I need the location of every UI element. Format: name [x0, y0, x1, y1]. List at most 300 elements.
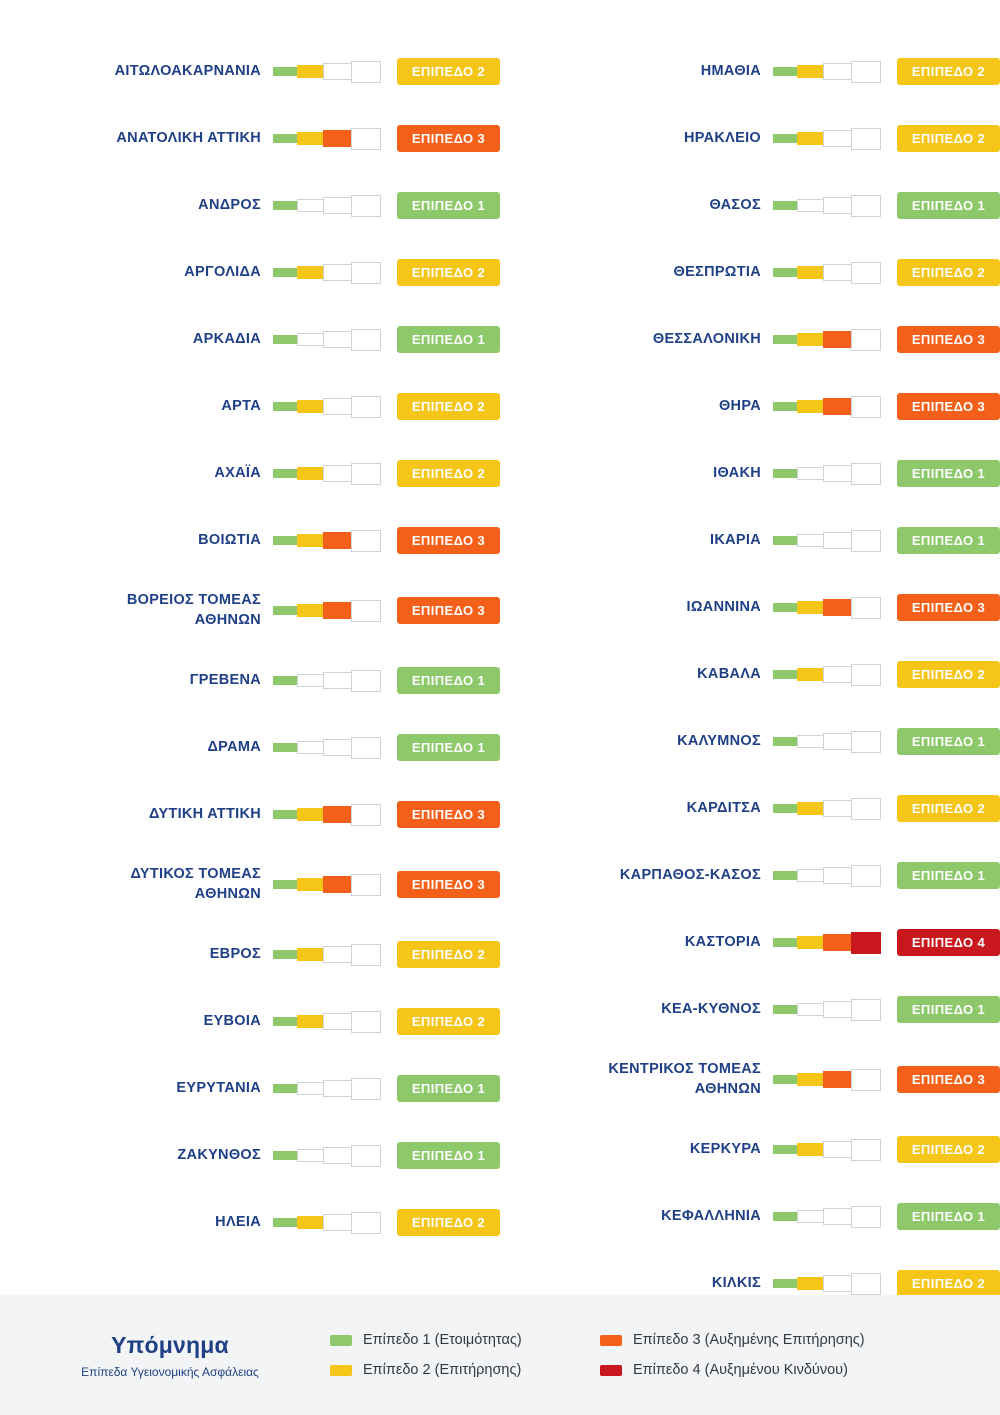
gauge-segment-2 [297, 948, 323, 961]
gauge-segment-3 [823, 130, 851, 147]
region-row [514, 641, 1000, 708]
region-name: ΕΥΡΥΤΑΝΙΑ [176, 1079, 261, 1096]
gauge-segment-2 [297, 604, 323, 617]
gauge-segment-2 [797, 266, 823, 279]
gauge-segment-2 [797, 65, 823, 78]
region-row [18, 239, 500, 306]
gauge-segment-1 [773, 737, 797, 746]
level-gauge [273, 193, 381, 219]
gauge-segment-4 [351, 1212, 381, 1234]
region-name: ΘΑΣΟΣ [709, 196, 761, 213]
legend-column-1 [330, 1325, 600, 1385]
level-gauge [273, 126, 381, 152]
region-name: ΗΡΑΚΛΕΙΟ [683, 129, 761, 146]
legend-item-level-4 [600, 1362, 930, 1378]
level-gauge [773, 59, 881, 85]
region-row [514, 1116, 1000, 1183]
gauge-segment-1 [273, 1017, 297, 1026]
level-gauge [773, 595, 881, 621]
level-gauge [773, 461, 881, 487]
level-gauge [273, 942, 381, 968]
gauge-segment-3 [823, 599, 851, 616]
region-name: ΑΡΓΟΛΙΔΑ [184, 263, 261, 280]
region-name: ΙΩΑΝΝΙΝΑ [686, 598, 761, 615]
region-row [18, 1122, 500, 1189]
gauge-segment-1 [273, 335, 297, 344]
region-name: ΓΡΕΒΕΝΑ [189, 671, 261, 688]
gauge-segment-4 [851, 664, 881, 686]
gauge-segment-3 [323, 197, 351, 214]
level-gauge [273, 1009, 381, 1035]
gauge-segment-2 [297, 333, 323, 346]
gauge-segment-2 [297, 199, 323, 212]
gauge-segment-3 [323, 602, 351, 619]
level-gauge [773, 1067, 881, 1093]
gauge-segment-4 [851, 1273, 881, 1295]
level-gauge [773, 729, 881, 755]
gauge-segment-3 [323, 331, 351, 348]
gauge-segment-3 [823, 800, 851, 817]
gauge-segment-4 [351, 600, 381, 622]
gauge-segment-3 [323, 946, 351, 963]
gauge-segment-1 [773, 871, 797, 880]
legend-item-level-1 [330, 1332, 600, 1348]
gauge-segment-2 [797, 333, 823, 346]
gauge-segment-1 [273, 1084, 297, 1093]
level-gauge [773, 930, 881, 956]
gauge-segment-1 [273, 134, 297, 143]
region-name: ΚΑΡΠΑΘΟΣ-ΚΑΣΟΣ [619, 866, 761, 883]
level-badge: ΕΠΙΠΕΔΟ 3 [397, 597, 500, 624]
level-gauge [773, 1271, 881, 1297]
region-name: ΙΚΑΡΙΑ [710, 531, 761, 548]
gauge-segment-1 [773, 1279, 797, 1288]
gauge-segment-4 [851, 1139, 881, 1161]
region-name: ΚΑΒΑΛΑ [697, 665, 761, 682]
gauge-segment-4 [851, 396, 881, 418]
gauge-segment-2 [297, 1082, 323, 1095]
gauge-segment-1 [773, 804, 797, 813]
level-gauge [273, 1143, 381, 1169]
region-row [514, 842, 1000, 909]
region-row [18, 921, 500, 988]
region-name: ΚΕΑ-ΚΥΘΝΟΣ [661, 1000, 761, 1017]
region-name: ΘΕΣΠΡΩΤΙΑ [673, 263, 761, 280]
gauge-segment-1 [773, 67, 797, 76]
region-name: ΘΕΣΣΑΛΟΝΙΚΗ [652, 330, 761, 347]
level-badge: ΕΠΙΠΕΔΟ 3 [397, 801, 500, 828]
gauge-segment-1 [773, 1075, 797, 1084]
level-gauge [773, 327, 881, 353]
level-badge: ΕΠΙΠΕΔΟ 2 [897, 1136, 1000, 1163]
gauge-segment-2 [797, 1277, 823, 1290]
level-badge: ΕΠΙΠΕΔΟ 1 [397, 667, 500, 694]
level-gauge [773, 796, 881, 822]
level-badge: ΕΠΙΠΕΔΟ 1 [897, 728, 1000, 755]
gauge-segment-1 [273, 469, 297, 478]
gauge-segment-2 [297, 467, 323, 480]
gauge-segment-1 [273, 67, 297, 76]
level-badge: ΕΠΙΠΕΔΟ 1 [897, 1203, 1000, 1230]
legend-swatch-icon [330, 1335, 352, 1346]
region-row [18, 440, 500, 507]
gauge-segment-2 [297, 534, 323, 547]
region-row [514, 574, 1000, 641]
gauge-segment-4 [351, 737, 381, 759]
level-gauge [773, 997, 881, 1023]
region-name: ΙΘΑΚΗ [713, 464, 761, 481]
region-name: ΑΙΤΩΛΟΑΚΑΡΝΑΝΙΑ [114, 62, 261, 79]
level-badge: ΕΠΙΠΕΔΟ 3 [897, 1066, 1000, 1093]
region-name: ΚΕΦΑΛΛΗΝΙΑ [661, 1207, 761, 1224]
gauge-segment-2 [797, 534, 823, 547]
gauge-segment-4 [851, 932, 881, 954]
region-row [18, 781, 500, 848]
legend-item-level-2 [330, 1362, 600, 1378]
gauge-segment-2 [797, 1210, 823, 1223]
gauge-segment-4 [351, 463, 381, 485]
gauge-segment-1 [773, 201, 797, 210]
region-name: ΚΕΡΚΥΡΑ [689, 1140, 761, 1157]
gauge-segment-3 [823, 1001, 851, 1018]
gauge-segment-3 [823, 1071, 851, 1088]
gauge-segment-4 [351, 1078, 381, 1100]
gauge-segment-3 [323, 63, 351, 80]
gauge-segment-3 [823, 1141, 851, 1158]
region-row [514, 105, 1000, 172]
gauge-segment-3 [323, 532, 351, 549]
gauge-segment-2 [297, 1149, 323, 1162]
level-gauge [273, 872, 381, 898]
gauge-segment-2 [797, 668, 823, 681]
level-gauge [773, 193, 881, 219]
gauge-segment-1 [773, 1145, 797, 1154]
level-gauge [773, 863, 881, 889]
region-row [514, 708, 1000, 775]
legend [0, 1295, 1000, 1415]
gauge-segment-4 [351, 195, 381, 217]
region-name: ΚΙΛΚΙΣ [711, 1274, 761, 1291]
region-row [514, 1183, 1000, 1250]
gauge-segment-3 [323, 876, 351, 893]
gauge-segment-3 [323, 672, 351, 689]
region-name: ΒΟΙΩΤΙΑ [198, 531, 261, 548]
gauge-segment-1 [273, 1218, 297, 1227]
gauge-segment-1 [273, 1151, 297, 1160]
level-gauge [273, 59, 381, 85]
level-gauge [773, 662, 881, 688]
region-name: ΔΥΤΙΚΗ ΑΤΤΙΚΗ [149, 805, 261, 822]
gauge-segment-2 [297, 132, 323, 145]
gauge-segment-3 [323, 130, 351, 147]
level-badge: ΕΠΙΠΕΔΟ 3 [897, 594, 1000, 621]
level-gauge [773, 1137, 881, 1163]
level-badge: ΕΠΙΠΕΔΟ 1 [897, 527, 1000, 554]
level-badge: ΕΠΙΠΕΔΟ 1 [397, 1142, 500, 1169]
level-gauge [773, 260, 881, 286]
level-gauge [273, 1210, 381, 1236]
region-row [514, 909, 1000, 976]
gauge-segment-3 [823, 465, 851, 482]
region-name: ΗΛΕΙΑ [215, 1213, 261, 1230]
region-name: ΔΥΤΙΚΟΣ ΤΟΜΕΑΣ ΑΘΗΝΩΝ [130, 865, 261, 902]
region-row [18, 574, 500, 647]
gauge-segment-2 [797, 467, 823, 480]
gauge-segment-1 [773, 603, 797, 612]
gauge-segment-2 [297, 674, 323, 687]
gauge-segment-1 [273, 201, 297, 210]
level-badge: ΕΠΙΠΕΔΟ 1 [397, 192, 500, 219]
gauge-segment-3 [823, 666, 851, 683]
level-gauge [273, 802, 381, 828]
region-name: ΑΝΔΡΟΣ [198, 196, 261, 213]
gauge-segment-4 [851, 463, 881, 485]
gauge-segment-1 [273, 606, 297, 615]
gauge-segment-2 [297, 808, 323, 821]
gauge-segment-2 [797, 1143, 823, 1156]
level-badge: ΕΠΙΠΕΔΟ 2 [397, 460, 500, 487]
gauge-segment-4 [851, 865, 881, 887]
level-gauge [273, 394, 381, 420]
gauge-segment-3 [323, 1147, 351, 1164]
gauge-segment-3 [323, 264, 351, 281]
level-badge: ΕΠΙΠΕΔΟ 2 [397, 259, 500, 286]
gauge-segment-3 [323, 739, 351, 756]
gauge-segment-4 [351, 329, 381, 351]
gauge-segment-4 [851, 329, 881, 351]
gauge-segment-4 [851, 731, 881, 753]
region-name: ΖΑΚΥΝΘΟΣ [177, 1146, 261, 1163]
level-gauge [773, 126, 881, 152]
level-gauge [273, 735, 381, 761]
region-row [18, 507, 500, 574]
gauge-segment-3 [823, 63, 851, 80]
level-badge: ΕΠΙΠΕΔΟ 1 [897, 996, 1000, 1023]
region-row [18, 306, 500, 373]
region-row [18, 1055, 500, 1122]
level-badge: ΕΠΙΠΕΔΟ 1 [897, 460, 1000, 487]
level-badge: ΕΠΙΠΕΔΟ 2 [897, 661, 1000, 688]
legend-items [330, 1325, 1000, 1385]
legend-item-level-3 [600, 1332, 930, 1348]
gauge-segment-3 [823, 1275, 851, 1292]
gauge-segment-3 [323, 1013, 351, 1030]
region-name: ΗΜΑΘΙΑ [700, 62, 761, 79]
level-badge: ΕΠΙΠΕΔΟ 2 [397, 58, 500, 85]
gauge-segment-3 [823, 264, 851, 281]
level-badge: ΕΠΙΠΕΔΟ 3 [897, 393, 1000, 420]
gauge-segment-3 [823, 733, 851, 750]
level-badge: ΕΠΙΠΕΔΟ 2 [397, 1209, 500, 1236]
region-row [18, 38, 500, 105]
region-name: ΚΑΣΤΟΡΙΑ [684, 933, 761, 950]
regions-column-left [0, 38, 500, 1317]
gauge-segment-4 [851, 999, 881, 1021]
gauge-segment-1 [773, 670, 797, 679]
gauge-segment-4 [851, 262, 881, 284]
region-name: ΑΝΑΤΟΛΙΚΗ ΑΤΤΙΚΗ [116, 129, 261, 146]
region-row [514, 373, 1000, 440]
region-name: ΚΑΛΥΜΝΟΣ [677, 732, 761, 749]
gauge-segment-4 [351, 1011, 381, 1033]
region-name: ΚΕΝΤΡΙΚΟΣ ΤΟΜΕΑΣ ΑΘΗΝΩΝ [608, 1060, 761, 1097]
gauge-segment-4 [351, 944, 381, 966]
gauge-segment-1 [773, 134, 797, 143]
gauge-segment-3 [323, 465, 351, 482]
gauge-segment-2 [797, 601, 823, 614]
legend-column-2 [600, 1325, 930, 1385]
gauge-segment-4 [851, 530, 881, 552]
gauge-segment-2 [297, 1216, 323, 1229]
region-name: ΑΡΤΑ [221, 397, 261, 414]
gauge-segment-2 [797, 735, 823, 748]
region-row [18, 714, 500, 781]
gauge-segment-4 [351, 530, 381, 552]
gauge-segment-2 [797, 199, 823, 212]
gauge-segment-4 [851, 128, 881, 150]
level-gauge [773, 1204, 881, 1230]
region-row [514, 239, 1000, 306]
level-gauge [773, 394, 881, 420]
legend-title: Υπόμνημα [111, 1331, 229, 1358]
gauge-segment-2 [297, 65, 323, 78]
gauge-segment-2 [797, 936, 823, 949]
gauge-segment-1 [273, 268, 297, 277]
level-badge: ΕΠΙΠΕΔΟ 3 [397, 871, 500, 898]
region-row [18, 1189, 500, 1256]
region-name: ΕΥΒΟΙΑ [203, 1012, 261, 1029]
gauge-segment-3 [323, 806, 351, 823]
gauge-segment-3 [323, 1214, 351, 1231]
gauge-segment-1 [273, 402, 297, 411]
level-badge: ΕΠΙΠΕΔΟ 3 [397, 527, 500, 554]
gauge-segment-1 [773, 938, 797, 947]
region-name: ΔΡΑΜΑ [207, 738, 261, 755]
region-row [514, 775, 1000, 842]
level-badge: ΕΠΙΠΕΔΟ 2 [397, 393, 500, 420]
region-row [514, 440, 1000, 507]
level-badge: ΕΠΙΠΕΔΟ 2 [397, 1008, 500, 1035]
gauge-segment-1 [773, 469, 797, 478]
gauge-segment-3 [823, 1208, 851, 1225]
gauge-segment-1 [273, 810, 297, 819]
level-gauge [773, 528, 881, 554]
gauge-segment-2 [797, 1003, 823, 1016]
level-badge: ΕΠΙΠΕΔΟ 1 [397, 734, 500, 761]
level-gauge [273, 461, 381, 487]
gauge-segment-2 [797, 132, 823, 145]
gauge-segment-1 [273, 950, 297, 959]
gauge-segment-1 [273, 536, 297, 545]
gauge-segment-4 [351, 874, 381, 896]
region-name: ΒΟΡΕΙΟΣ ΤΟΜΕΑΣ ΑΘΗΝΩΝ [126, 591, 261, 628]
gauge-segment-4 [851, 798, 881, 820]
region-row [514, 306, 1000, 373]
level-badge: ΕΠΙΠΕΔΟ 4 [897, 929, 1000, 956]
gauge-segment-2 [797, 802, 823, 815]
gauge-segment-2 [297, 741, 323, 754]
gauge-segment-3 [323, 398, 351, 415]
legend-item-label: Επίπεδο 4 (Αυξημένου Κινδύνου) [633, 1362, 848, 1378]
level-gauge [273, 598, 381, 624]
gauge-segment-4 [351, 128, 381, 150]
region-name: ΕΒΡΟΣ [209, 945, 261, 962]
gauge-segment-2 [797, 400, 823, 413]
region-name: ΑΡΚΑΔΙΑ [192, 330, 261, 347]
region-row [514, 38, 1000, 105]
region-row [18, 647, 500, 714]
legend-item-label: Επίπεδο 1 (Ετοιμότητας) [363, 1332, 522, 1348]
legend-item-label: Επίπεδο 2 (Επιτήρησης) [363, 1362, 522, 1378]
gauge-segment-1 [273, 880, 297, 889]
region-row [514, 976, 1000, 1043]
gauge-segment-2 [297, 400, 323, 413]
gauge-segment-3 [823, 197, 851, 214]
level-badge: ΕΠΙΠΕΔΟ 3 [397, 125, 500, 152]
region-name: ΘΗΡΑ [718, 397, 761, 414]
level-badge: ΕΠΙΠΕΔΟ 1 [897, 862, 1000, 889]
gauge-segment-3 [823, 532, 851, 549]
region-row [18, 373, 500, 440]
gauge-segment-1 [773, 536, 797, 545]
gauge-segment-2 [797, 869, 823, 882]
level-badge: ΕΠΙΠΕΔΟ 1 [397, 326, 500, 353]
gauge-segment-4 [351, 1145, 381, 1167]
level-badge: ΕΠΙΠΕΔΟ 3 [897, 326, 1000, 353]
gauge-segment-4 [851, 61, 881, 83]
gauge-segment-1 [273, 676, 297, 685]
region-row [18, 105, 500, 172]
region-row [514, 1043, 1000, 1116]
level-gauge [273, 668, 381, 694]
gauge-segment-4 [351, 61, 381, 83]
legend-swatch-icon [600, 1365, 622, 1376]
gauge-segment-3 [823, 934, 851, 951]
gauge-segment-2 [297, 878, 323, 891]
gauge-segment-4 [851, 1069, 881, 1091]
regions-column-right [500, 38, 1000, 1317]
gauge-segment-4 [351, 396, 381, 418]
region-name: ΑΧΑΪΑ [214, 464, 261, 481]
gauge-segment-1 [773, 402, 797, 411]
level-badge: ΕΠΙΠΕΔΟ 2 [897, 1270, 1000, 1297]
region-row [18, 988, 500, 1055]
legend-swatch-icon [600, 1335, 622, 1346]
legend-swatch-icon [330, 1365, 352, 1376]
gauge-segment-1 [773, 335, 797, 344]
level-badge: ΕΠΙΠΕΔΟ 1 [397, 1075, 500, 1102]
level-gauge [273, 260, 381, 286]
gauge-segment-1 [773, 1212, 797, 1221]
region-name: ΚΑΡΔΙΤΣΑ [686, 799, 761, 816]
gauge-segment-3 [323, 1080, 351, 1097]
gauge-segment-1 [773, 1005, 797, 1014]
region-row [514, 507, 1000, 574]
gauge-segment-3 [823, 398, 851, 415]
region-row [18, 172, 500, 239]
gauge-segment-3 [823, 867, 851, 884]
gauge-segment-3 [823, 331, 851, 348]
gauge-segment-2 [297, 1015, 323, 1028]
gauge-segment-2 [797, 1073, 823, 1086]
level-gauge [273, 1076, 381, 1102]
gauge-segment-4 [851, 597, 881, 619]
legend-subtitle: Επίπεδα Υγειονομικής Ασφάλειας [81, 1364, 259, 1379]
region-row [514, 172, 1000, 239]
level-badge: ΕΠΙΠΕΔΟ 2 [897, 58, 1000, 85]
level-badge: ΕΠΙΠΕΔΟ 2 [897, 259, 1000, 286]
gauge-segment-2 [297, 266, 323, 279]
